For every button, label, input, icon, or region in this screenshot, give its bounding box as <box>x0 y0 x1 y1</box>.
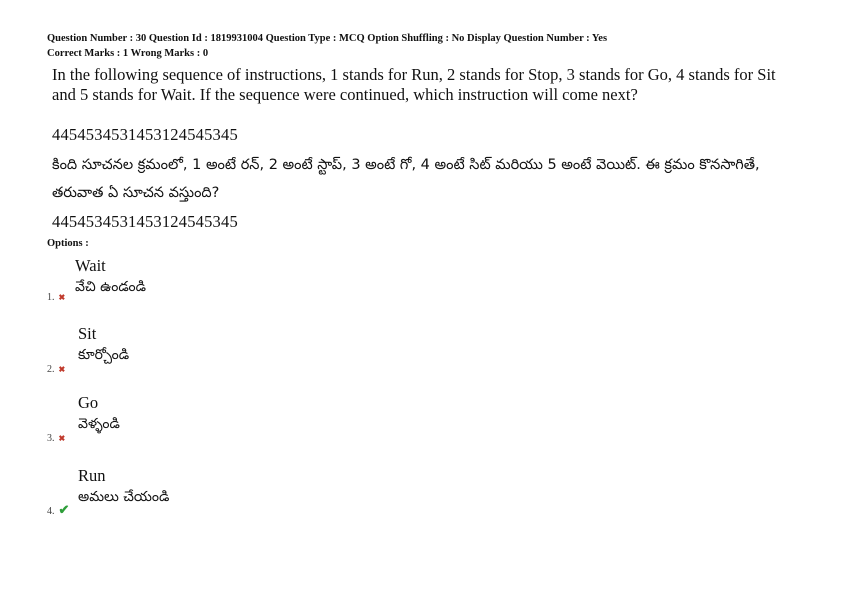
option-4-number-row <box>47 502 69 518</box>
option-2-number: 2. <box>47 364 55 375</box>
options-label: Options : <box>47 238 89 249</box>
question-english: In the following sequence of instructions, 1 stands for Run, 2 stands for Stop, 3 stands for Go, 4 stands for Sit and 5 stands for Wait. If the sequence were continued, which instruction will come next? <box>52 65 776 104</box>
option-4-english: Run <box>78 466 106 485</box>
marks-meta-line: Correct Marks : 1 Wrong Marks : 0 <box>47 48 209 59</box>
option-1-number-row <box>47 292 65 303</box>
cross-icon: ✖ <box>58 365 66 374</box>
question-telugu <box>52 151 792 207</box>
option-3-number-row <box>47 433 65 444</box>
option-1-english: Wait <box>75 256 106 275</box>
question-text <box>52 65 782 105</box>
option-2-telugu: కూర్చోండి <box>78 347 130 363</box>
option-2-number-row <box>47 364 65 375</box>
question-sequence: 4454534531453124545345 <box>52 125 238 144</box>
question-meta-line: Question Number : 30 Question Id : 1819931004 Question Type : MCQ Option Shuffling : No Display Question Number : Yes <box>47 33 608 44</box>
cross-icon: ✖ <box>58 293 66 302</box>
cross-icon: ✖ <box>58 434 66 443</box>
question-telugu-text: కింది సూచనల క్రమంలో, 1 అంటే రన్, 2 అంటే స్టాప్, 3 అంటే గో, 4 అంటే సిట్ మరియు 5 అంటే వెయిట్. ఈ క్రమం కొనసాగితే, తరువాత ఏ సూచన వస్తుంది? <box>52 157 760 201</box>
check-icon: ✔ <box>58 502 70 517</box>
option-4-telugu: అమలు చేయండి <box>78 489 170 505</box>
option-4-number: 4. <box>47 506 55 517</box>
option-3-telugu: వెళ్ళండి <box>78 416 120 432</box>
option-3-number: 3. <box>47 433 55 444</box>
question-telugu-sequence: 4454534531453124545345 <box>52 212 238 231</box>
option-3-english: Go <box>78 393 99 412</box>
option-1-number: 1. <box>47 292 55 303</box>
option-2-english: Sit <box>78 324 97 343</box>
option-1-telugu: వేచి ఉండండి <box>75 279 147 295</box>
